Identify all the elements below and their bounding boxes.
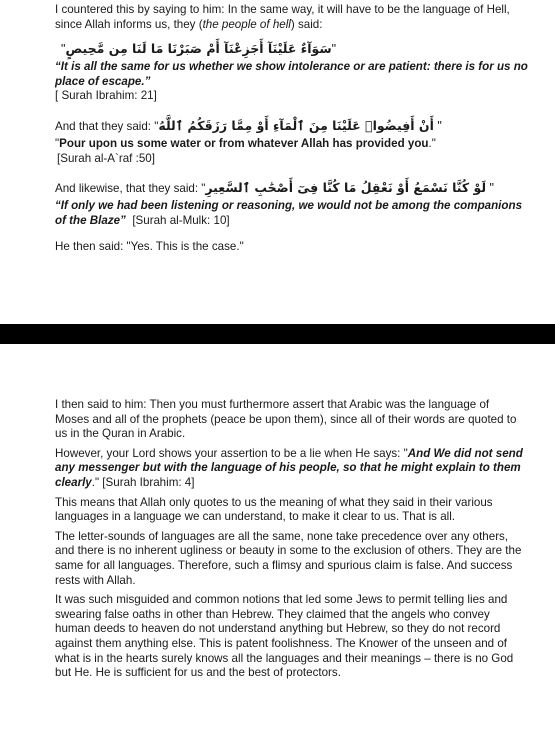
bottom-section [55, 398, 523, 686]
intro-line-1: I countered this by saying to him: In the same way, it will have to be the language of Hell, [55, 3, 510, 16]
quote3-arabic-line: And likewise, that they said: "لَوْ كُنَّا نَسْمَعُ أَوْ نَعْقِلُ مَا كُنَّا فِىٓ أَصْحَٰبِ ٱلسَّعِيرِ " [55, 180, 494, 196]
quote3-arabic: لَوْ كُنَّا نَسْمَعُ أَوْ نَعْقِلُ مَا كُنَّا فِىٓ أَصْحَٰبِ ٱلسَّعِيرِ [205, 180, 487, 196]
paragraph-2-b: ." [Surah Ibrahim: 4] [91, 475, 195, 489]
quote3-reference: [Surah al-Mulk: 10] [132, 213, 230, 227]
quote2-english: Pour upon us some water or from whatever Allah has provided you [59, 136, 429, 150]
quote1-arabic-line: "سَوَآءٌ عَلَيْنَآ أَجَزِعْنَآ أَمْ صَبَرْنَا مَا لَنَا مِن مَّحِيصٍ" [61, 41, 337, 57]
paragraph-5: It was such misguided and common notions that led some Jews to permit telling lies and swearing false oaths in other than Hebrew. They claimed that the angels who convey human deeds to heaven do not understand anything but Hebrew, so they do not record against them anything else. This is patent foolishness. The Knower of the unseen and of what is in the hearts surely knows all the languages and their meanings – there is no God but He. He is sufficient for us and the best of protectors. [55, 593, 514, 680]
top-section [55, 0, 530, 255]
page-divider-band [0, 324, 555, 344]
quote3-english-line [55, 199, 530, 228]
quote2-lead: And that they said: " [55, 119, 159, 133]
closing-line: He then said: "Yes. This is the case." [55, 240, 244, 254]
quote1-english: “It is all the same for us whether we show intolerance or are patient: there is for us no place of escape.” [55, 60, 528, 88]
intro-paragraph [55, 3, 530, 32]
quote2-arabic: أَنْ أَفِيضُوا۟ عَلَيْنَا مِنَ ٱلْمَآءِ أَوْ مِمَّا رَزَقَكُمُ ٱللَّهُ [158, 117, 434, 133]
paragraph-2-a: However, your Lord shows your assertion to be a lie when He says: " [55, 446, 408, 460]
quote2-arabic-line: And that they said: "أَنْ أَفِيضُوا۟ عَلَيْنَا مِنَ ٱلْمَآءِ أَوْ مِمَّا رَزَقَكُمُ ٱللَّهُ " [55, 117, 442, 133]
quote1-arabic: سَوَآءٌ عَلَيْنَآ أَجَزِعْنَآ أَمْ صَبَرْنَا مَا لَنَا مِن مَّحِيصٍ [65, 41, 332, 57]
paragraph-2-quote: And We did not send any messenger but with the language of his people, so that he might explain to them clearly [55, 446, 523, 489]
paragraph-1: I then said to him: Then you must furthermore assert that Arabic was the language of Moses and all of the prophets (peace be upon them), since all of their words are quoted to us in the Quran in Arabic. [55, 398, 517, 441]
paragraph-4: The letter-sounds of languages are all the same, none take precedence over any others, and there is no inherent ugliness or beauty in some to the exclusion of others. They are the same for all languages. Therefore, such a flimsy and spurious claim is false. And success rests with Allah. [55, 529, 522, 587]
intro-line-2-b: ) said: [290, 17, 323, 31]
paragraph-2 [55, 447, 523, 491]
quote1-reference: [ Surah Ibrahim: 21] [55, 89, 157, 103]
quote3-lead: And likewise, that they said: " [55, 182, 206, 196]
paragraph-3: This means that Allah only quotes to us the meaning of what they said in their various languages in a language we can understand, to make it clear to us. That is all. [55, 495, 493, 524]
quote3-english: “If only we had been listening or reasoning, we would not be among the companions of the Blaze” [55, 199, 523, 227]
quote2-english-line: "Pour upon us some water or from whatever Allah has provided you." [55, 136, 436, 150]
quote2-reference: [Surah al-A`raf :50] [57, 151, 155, 165]
intro-line-2-a: since Allah informs us, they ( [55, 17, 203, 31]
intro-line-2-italic: the people of hell [202, 17, 291, 31]
